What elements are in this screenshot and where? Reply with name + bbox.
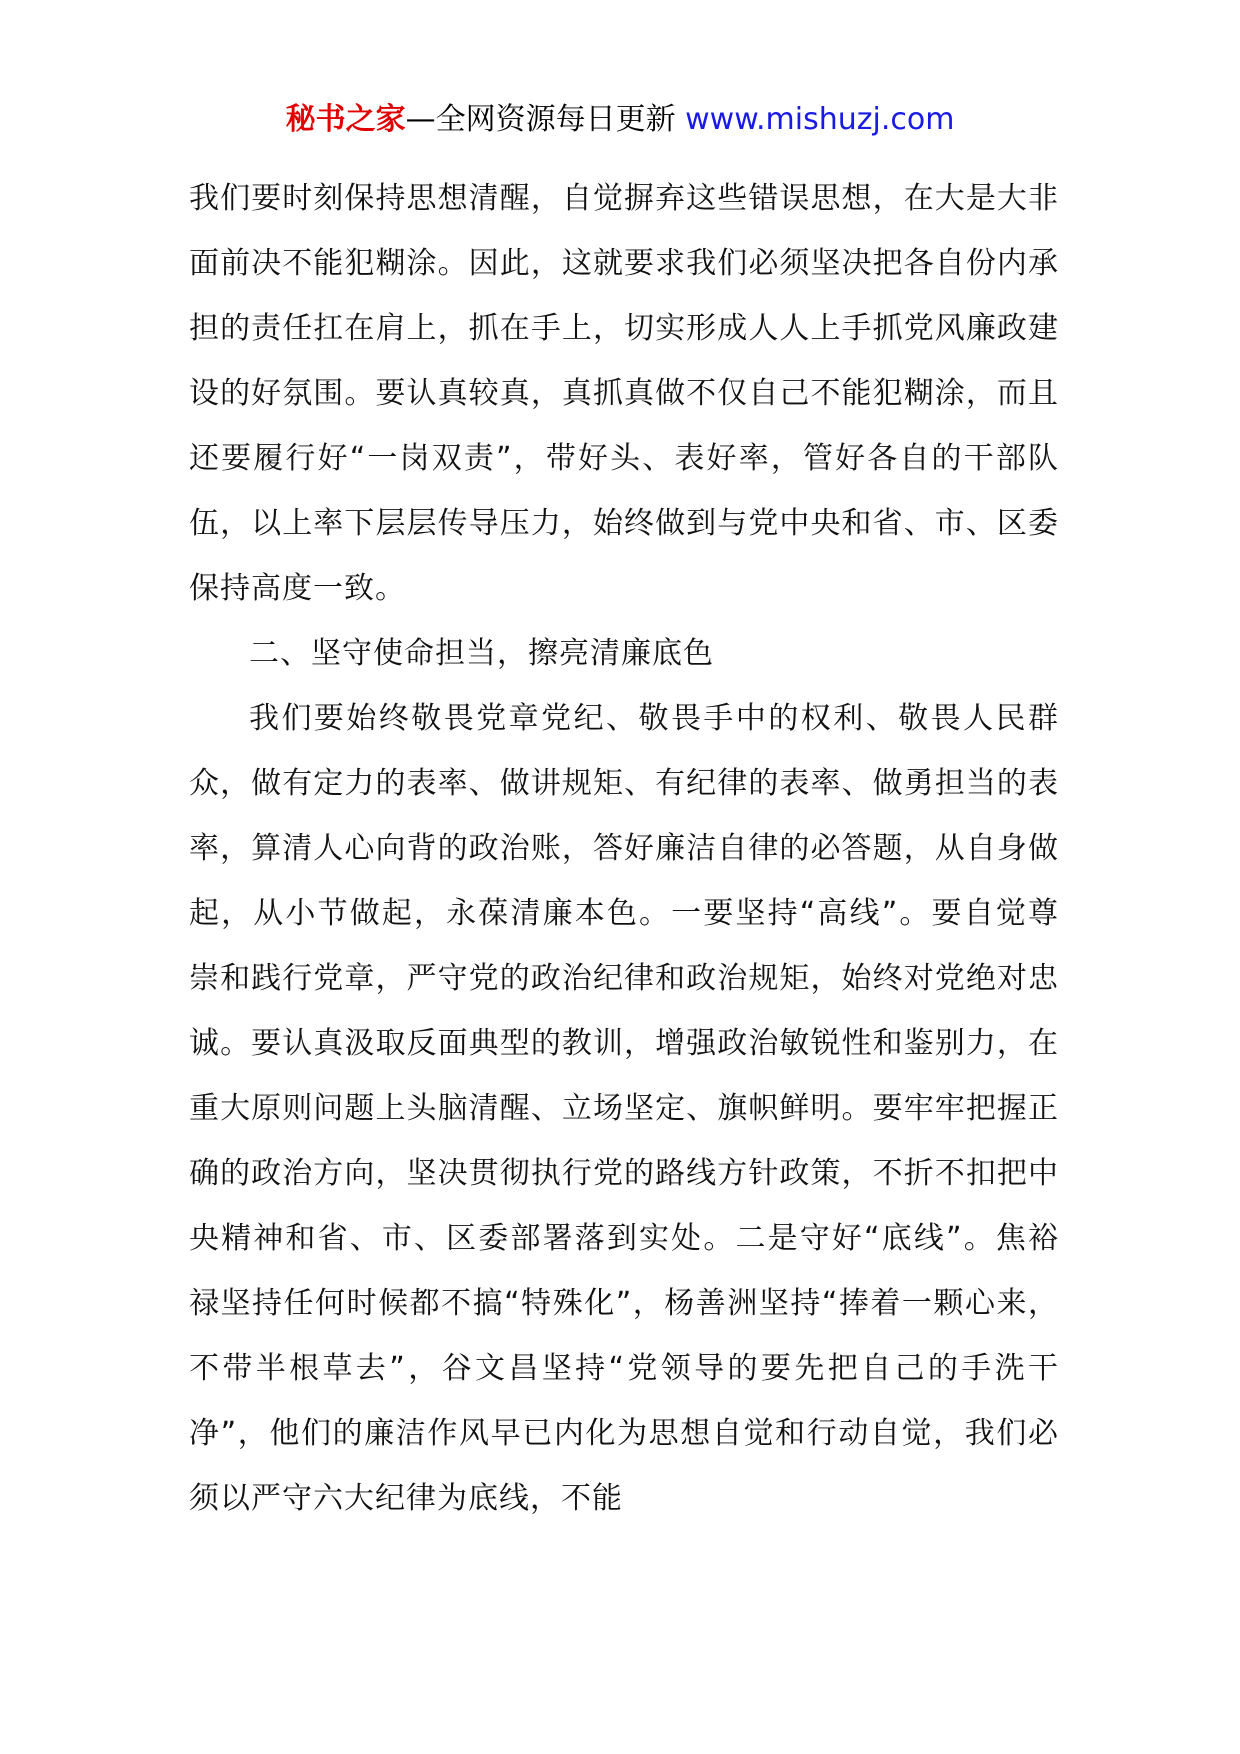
body-paragraph-continued: 我们要时刻保持思想清醒，自觉摒弃这些错误思想，在大是大非面前决不能犯糊涂。因此，这就要求我们必须坚决把各自份内承担的责任扛在肩上，抓在手上，切实形成人人上手抓党风廉政建设的好氛围。要认真较真，真抓真做不仅自己不能犯糊涂，而且还要履行好“一岗双责”，带好头、表好率，管好各自的干部队伍，以上率下层层传导压力，始终做到与党中央和省、市、区委保持高度一致。 (189, 181, 1059, 606)
site-header (0, 100, 1240, 140)
site-tagline: —全网资源每日更新 (405, 102, 676, 137)
body-paragraph: 我们要始终敬畏党章党纪、敬畏手中的权利、敬畏人民群众，做有定力的表率、做讲规矩、有纪律的表率、做勇担当的表率，算清人心向背的政治账，答好廉洁自律的必答题，从自身做起，从小节做起，永葆清廉本色。一要坚持“高线”。要自觉尊崇和践行党章，严守党的政治纪律和政治规矩，始终对党绝对忠诚。要认真汲取反面典型的教训，增强政治敏锐性和鉴别力，在重大原则问题上头脑清醒、立场坚定、旗帜鲜明。要牢牢把握正确的政治方向，坚决贯彻执行党的路线方针政策，不折不扣把中央精神和省、市、区委部署落到实处。二是守好“底线”。焦裕禄坚持任何时候都不搞“特殊化”，杨善洲坚持“捧着一颗心来，不带半根草去”，谷文昌坚持“党领导的要先把自己的手洗干净”，他们的廉洁作风早已内化为思想自觉和行动自觉，我们必须以严守六大纪律为底线，不能 (189, 701, 1059, 1516)
site-url-link[interactable]: www.mishuzj.com (685, 102, 955, 137)
section-heading: 二、坚守使命担当，擦亮清廉底色 (249, 636, 714, 671)
document-body (189, 166, 1059, 1531)
site-brand: 秘书之家 (285, 102, 406, 137)
